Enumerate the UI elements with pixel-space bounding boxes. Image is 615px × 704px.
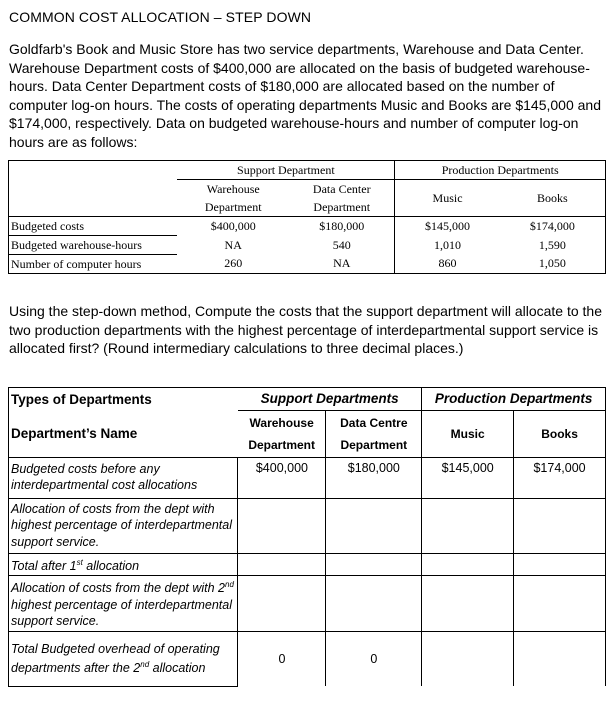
cell-datacentre[interactable] [326,576,422,632]
types-of-departments-label: Types of Departments [9,388,238,411]
row-label: Budgeted warehouse-hours [9,236,178,255]
cell-books: 1,050 [500,255,606,274]
cell-warehouse: NA [224,237,242,252]
cell-books[interactable] [514,553,606,576]
answer-row-total-after-first [9,553,606,576]
col-books-header: Books [514,410,606,457]
production-departments-header: Production Departments [395,161,606,180]
support-department-header: Support Department [177,161,395,180]
data-table-column-header-row [9,180,606,217]
answer-row-second-allocation [9,576,606,632]
cell-datacentre[interactable]: 0 [326,631,422,686]
production-departments-header: Production Departments [422,388,606,411]
cell-datacenter: 540 [332,237,351,252]
col-datacentre-header: Data Centre Department [326,410,422,457]
cell-warehouse[interactable]: $400,000 [238,457,326,498]
cell-music[interactable]: $145,000 [422,457,514,498]
row-label: Budgeted costs [9,217,178,236]
department-name-label: Department’s Name [9,410,238,457]
cell-books: $174,000 [500,217,606,236]
cell-warehouse: 260 [177,255,289,274]
col-books-header: Books [500,180,606,217]
data-table-row [9,236,606,255]
cell-datacenter: NA [289,255,395,274]
cell-music: 1,010 [395,236,500,255]
cell-warehouse[interactable]: 0 [238,631,326,686]
cell-music[interactable] [422,631,514,686]
cell-datacentre[interactable]: $180,000 [326,457,422,498]
cell-warehouse[interactable] [238,553,326,576]
cell-datacentre[interactable] [326,553,422,576]
cell-music[interactable] [422,576,514,632]
data-table-row [9,217,606,236]
row-label: Budgeted costs before any interdepartmental cost allocations [9,457,238,498]
row-label: Total after 1st allocation [9,553,238,576]
answer-group-header-row [9,388,606,411]
cell-books[interactable] [514,576,606,632]
allocation-answer-table [8,387,606,687]
cell-datacentre[interactable] [326,498,422,553]
cell-music[interactable] [422,553,514,576]
row-label: Allocation of costs from the dept with 2nd highest percentage of interdepartmental support service. [9,576,238,632]
col-music-header: Music [395,180,500,217]
row-label: Number of computer hours [9,255,178,274]
row-label: Total Budgeted overhead of operating departments after the 2nd allocation [9,631,238,686]
cell-books[interactable] [514,498,606,553]
cell-books: 1,590 [500,236,606,255]
cost-data-table [8,160,606,274]
answer-row-first-allocation [9,498,606,553]
col-warehouse-header: Warehouse Department [238,410,326,457]
cell-warehouse[interactable] [238,576,326,632]
col-datacenter-header: Data Center Department [289,180,395,217]
col-warehouse-header: Warehouse Department [177,180,289,217]
cell-warehouse[interactable] [238,498,326,553]
support-departments-header: Support Departments [238,388,422,411]
col-music-header: Music [422,410,514,457]
cell-music: $145,000 [395,217,500,236]
problem-statement: Goldfarb's Book and Music Store has two service departments, Warehouse and Data Center. Warehouse Department costs of $400,000 are allocated on the basis of budgeted warehouse-hours. Data Center Department costs of $180,000 are allocated based on the number of computer log-on hours. The costs of operating departments Music and Books are $145,000 and $174,000, respectively. Data on budgeted warehouse-hours and number of computer log-on hours are as follows: [9,41,601,150]
answer-column-header-row [9,410,606,457]
answer-row-total-after-second [9,631,606,686]
cell-music[interactable] [422,498,514,553]
cell-music: 860 [395,255,500,274]
cell-books[interactable] [514,631,606,686]
page-title: COMMON COST ALLOCATION – STEP DOWN [9,9,312,25]
data-table-row [9,255,606,274]
data-table-group-header-row [9,161,606,180]
cell-datacenter: $180,000 [319,218,365,233]
cell-warehouse: $400,000 [210,218,256,233]
question-text: Using the step-down method, Compute the costs that the support department will allocate to the two production departments with the highest percentage of interdepartmental support service is allocated first? (Round intermediary calculations to three decimal places.) [9,303,602,356]
answer-row-budgeted-costs [9,457,606,498]
row-label: Allocation of costs from the dept with highest percentage of interdepartmental support service. [9,498,238,553]
cell-books[interactable]: $174,000 [514,457,606,498]
